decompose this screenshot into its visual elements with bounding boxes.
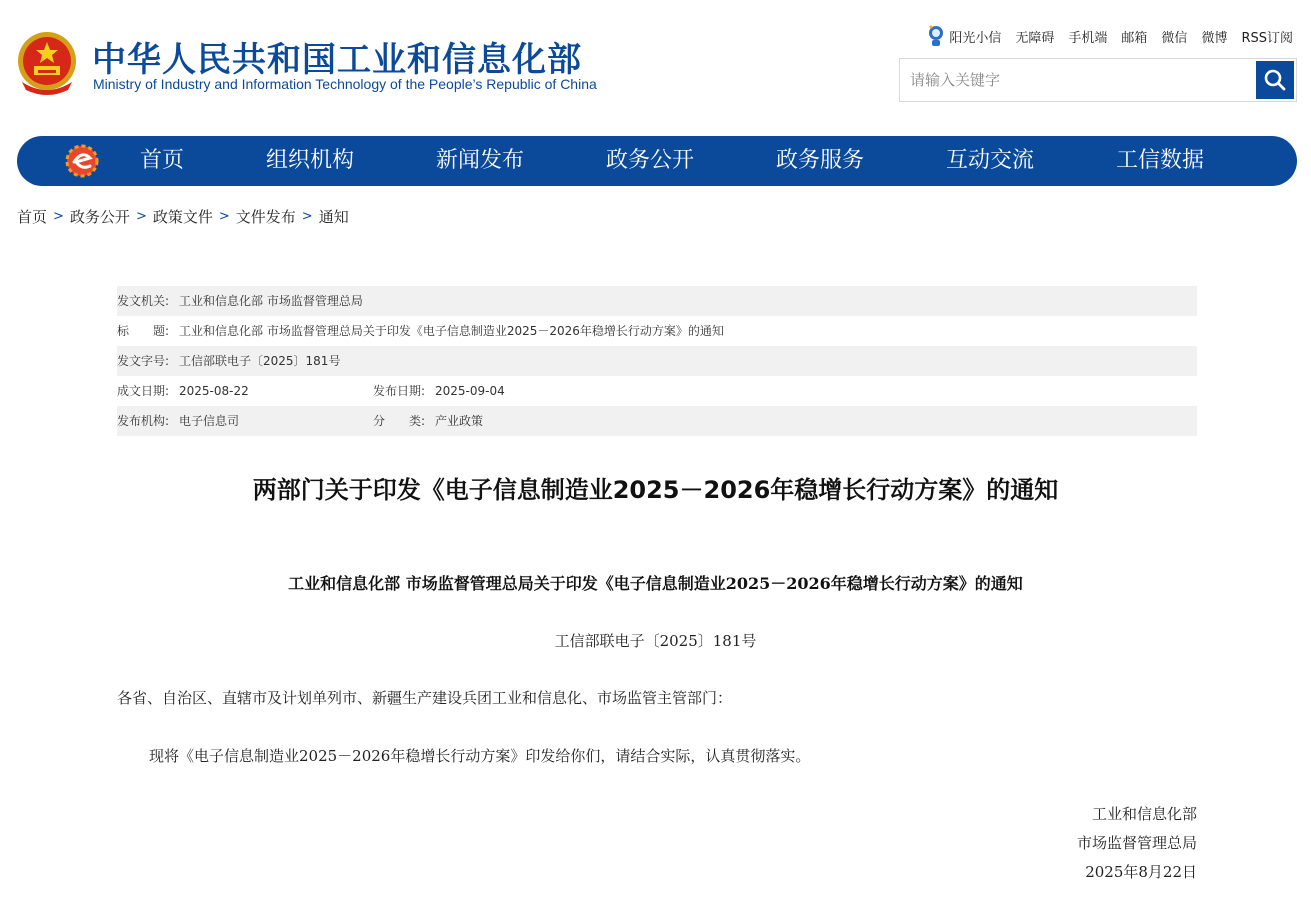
- site-subtitle: Ministry of Industry and Information Technology of the People’s Republic of China: [93, 76, 597, 92]
- breadcrumb-file-release[interactable]: 文件发布: [235, 208, 296, 226]
- info-value-agency: 电子信息司: [179, 414, 240, 428]
- top-link-accessibility[interactable]: 无障碍: [1015, 30, 1055, 46]
- nav-item-interaction[interactable]: 互动交流: [946, 148, 1035, 173]
- info-row-title: [117, 316, 1197, 346]
- nav-item-data[interactable]: 工信数据: [1116, 148, 1205, 173]
- breadcrumb-separator: >: [53, 209, 64, 224]
- info-label: 发布机构:: [117, 414, 170, 428]
- document-addressee: 各省、自治区、直辖市及计划单列市、新疆生产建设兵团工业和信息化、市场监管主管部门：: [117, 689, 733, 707]
- nav-item-government-services[interactable]: 政务服务: [776, 148, 865, 173]
- nav-item-news[interactable]: 新闻发布: [436, 148, 525, 173]
- top-link-label: 阳光小信: [949, 30, 1002, 46]
- info-label: 标 题:: [117, 324, 170, 338]
- top-link-wechat[interactable]: 微信: [1161, 30, 1188, 46]
- signature-ministry: 工业和信息化部: [1091, 805, 1197, 823]
- document-number: 工信部联电子〔2025〕181号: [554, 632, 757, 650]
- info-value-created: 2025-08-22: [179, 384, 249, 398]
- nav-item-home[interactable]: 首页: [140, 148, 185, 173]
- info-value-category: 产业政策: [435, 414, 484, 428]
- breadcrumb-separator: >: [135, 209, 147, 224]
- info-label: 发文机关:: [117, 294, 170, 308]
- top-link-rss[interactable]: RSS订阅: [1241, 30, 1293, 46]
- robot-assistant-icon: [927, 24, 945, 48]
- nav-item-government-affairs[interactable]: 政务公开: [606, 148, 695, 173]
- search-input[interactable]: [900, 59, 1256, 101]
- info-label: 发布日期:: [373, 384, 426, 398]
- breadcrumb-separator: >: [218, 209, 230, 224]
- info-row-issuer: [117, 286, 1197, 316]
- search-button[interactable]: [1256, 61, 1294, 99]
- info-row-dates: [117, 376, 1197, 406]
- top-links: [927, 24, 1293, 48]
- document-body: 现将《电子信息制造业2025－2026年稳增长行动方案》印发给你们，请结合实际，认真贯彻落实。: [149, 747, 811, 765]
- nav-item-organization[interactable]: 组织机构: [266, 148, 355, 173]
- breadcrumb-policy-documents[interactable]: 政策文件: [152, 208, 213, 226]
- info-row-agency: [117, 406, 1197, 436]
- signature-market-regulation: 市场监督管理总局: [1076, 834, 1197, 852]
- nav-logo-icon[interactable]: [65, 144, 99, 178]
- article-title: 两部门关于印发《电子信息制造业2025－2026年稳增长行动方案》的通知: [252, 476, 1059, 504]
- site-title[interactable]: 中华人民共和国工业和信息化部: [92, 40, 582, 80]
- document-title: 工业和信息化部 市场监督管理总局关于印发《电子信息制造业2025－2026年稳增长行动方案》的通知: [288, 574, 1023, 593]
- search-box: [899, 58, 1297, 102]
- breadcrumb-notice[interactable]: 通知: [318, 208, 349, 226]
- top-link-mobile[interactable]: 手机端: [1068, 30, 1108, 46]
- info-row-doc-no: [117, 346, 1197, 376]
- signature-date: 2025年8月22日: [1085, 863, 1197, 881]
- national-emblem-icon: [16, 30, 78, 96]
- info-value-doc-no: 工信部联电子〔2025〕181号: [179, 354, 341, 368]
- search-icon: [1263, 68, 1287, 92]
- breadcrumb-government-affairs[interactable]: 政务公开: [69, 208, 130, 226]
- main-nav: [17, 136, 1297, 186]
- document-info-table: [117, 286, 1197, 436]
- info-label: 分 类:: [373, 414, 426, 428]
- breadcrumb-home[interactable]: 首页: [17, 208, 48, 226]
- top-link-weibo[interactable]: 微博: [1201, 30, 1228, 46]
- top-link-sunshine[interactable]: [927, 24, 1001, 48]
- info-label: 成文日期:: [117, 384, 170, 398]
- breadcrumb-separator: >: [301, 209, 313, 224]
- top-link-mailbox[interactable]: 邮箱: [1121, 30, 1148, 46]
- info-value-title: 工业和信息化部 市场监督管理总局关于印发《电子信息制造业2025－2026年稳增长行动方案》的通知: [179, 324, 724, 338]
- breadcrumb: [17, 206, 349, 227]
- info-label: 发文字号:: [117, 354, 170, 368]
- info-value-published: 2025-09-04: [435, 384, 505, 398]
- info-value-issuer: 工业和信息化部 市场监督管理总局: [179, 294, 363, 308]
